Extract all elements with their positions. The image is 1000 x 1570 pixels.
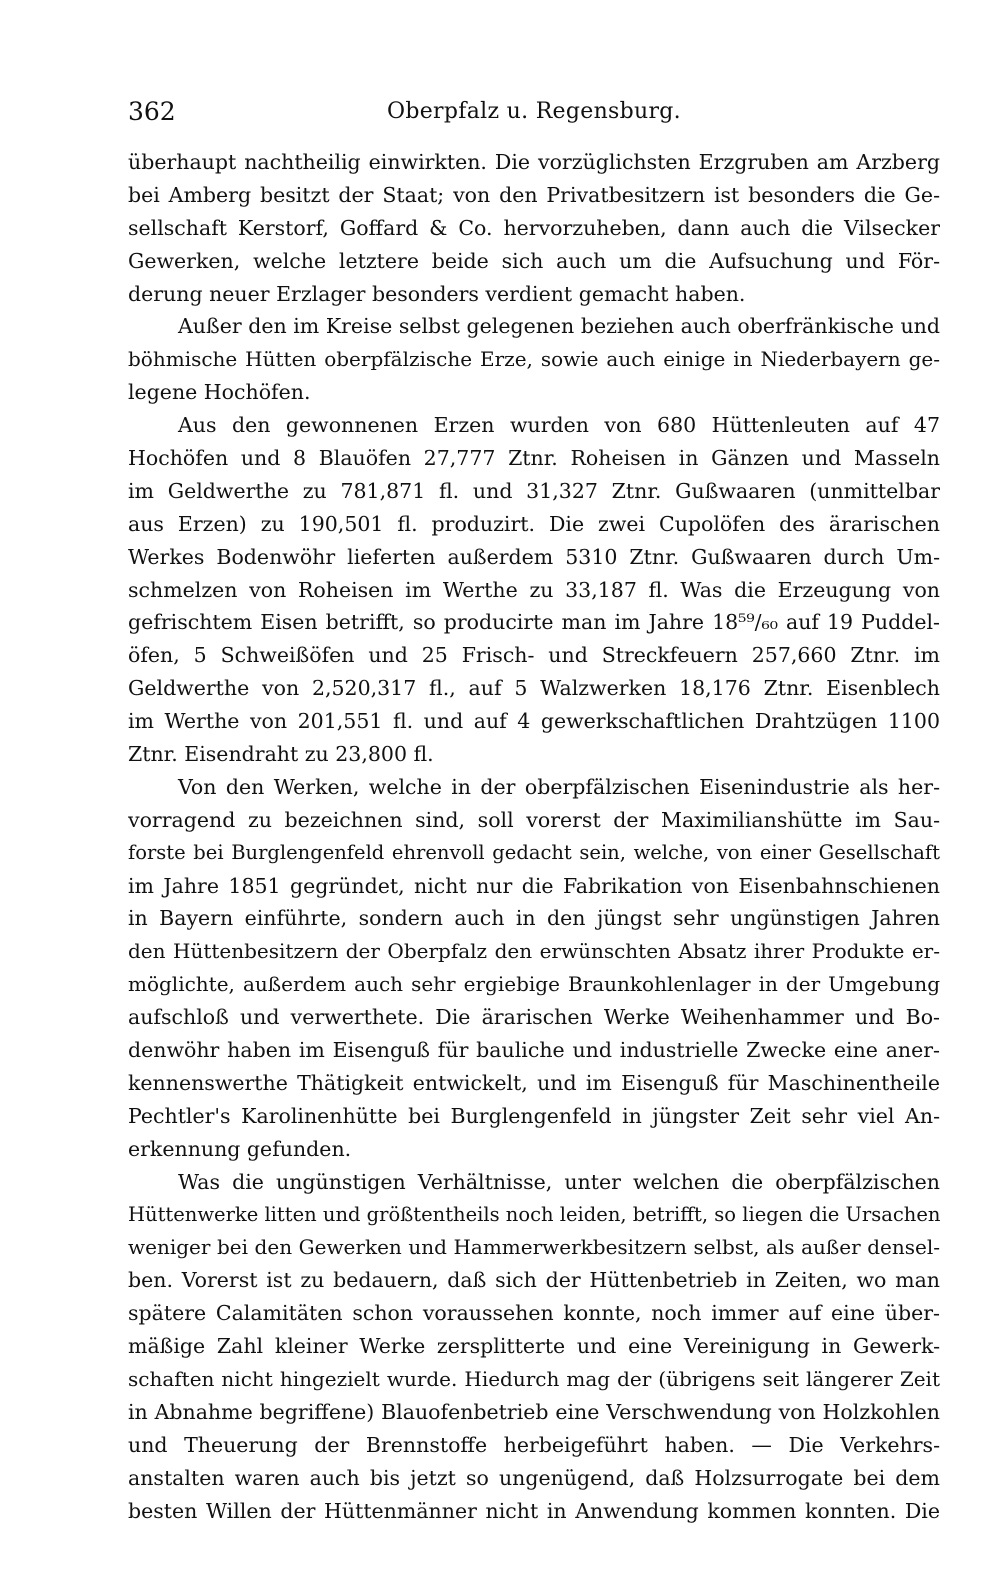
text-line: spätere Calamitäten schon voraussehen konnte, noch immer auf eine über-: [128, 1301, 940, 1326]
text-line: den Hüttenbesitzern der Oberpfalz den erwünschten Absatz ihrer Produkte er-: [128, 939, 940, 964]
body-text: [128, 146, 940, 1527]
text-line: weniger bei den Gewerken und Hammerwerkbesitzern selbst, als außer densel-: [128, 1235, 940, 1260]
text-line: forste bei Burglengenfeld ehrenvoll gedacht sein, welche, von einer Gesellschaft: [128, 840, 940, 864]
text-line: und Theuerung der Brennstoffe herbeigeführt haben. — Die Verkehrs-: [128, 1432, 940, 1457]
running-title: Oberpfalz u. Regensburg.: [387, 99, 681, 124]
text-line: Geldwerthe von 2,520,317 fl., auf 5 Walzwerken 18,176 Ztnr. Eisenblech: [128, 676, 940, 701]
text-line: derung neuer Erzlager besonders verdient gemacht haben.: [128, 281, 746, 306]
text-line: anstalten waren auch bis jetzt so ungenügend, daß Holzsurrogate bei dem: [128, 1465, 940, 1490]
text-line: im Geldwerthe zu 781,871 fl. und 31,327 Ztnr. Gußwaaren (unmittelbar: [128, 478, 940, 503]
text-line: schmelzen von Roheisen im Werthe zu 33,187 fl. Was die Erzeugung von: [128, 577, 940, 602]
text-line: böhmische Hütten oberpfälzische Erze, sowie auch einige in Niederbayern ge-: [128, 347, 940, 372]
text-line: aus Erzen) zu 190,501 fl. produzirt. Die zwei Cupolöfen des ärarischen: [128, 511, 940, 536]
text-line: sellschaft Kerstorf, Goffard & Co. hervorzuheben, dann auch die Vilsecker: [128, 215, 940, 240]
text-line: Ztnr. Eisendraht zu 23,800 fl.: [128, 742, 434, 767]
text-line: kennenswerthe Thätigkeit entwickelt, und im Eisenguß für Maschinentheile: [128, 1070, 940, 1095]
text-line: möglichte, außerdem auch sehr ergiebige Braunkohlenlager in der Umgebung: [128, 972, 940, 997]
text-line: Aus den gewonnenen Erzen wurden von 680 Hüttenleuten auf 47: [178, 413, 940, 438]
text-line: Gewerken, welche letztere beide sich auch um die Aufsuchung und För-: [128, 248, 940, 273]
text-line: aufschloß und verwerthete. Die ärarischen Werke Weihenhammer und Bo-: [128, 1005, 940, 1030]
text-line: öfen, 5 Schweißöfen und 25 Frisch- und Streckfeuern 257,660 Ztnr. im: [128, 643, 940, 668]
text-line: Pechtler's Karolinenhütte bei Burglengenfeld in jüngster Zeit sehr viel An-: [128, 1103, 940, 1128]
text-line: mäßige Zahl kleiner Werke zersplitterte und eine Vereinigung in Gewerk-: [128, 1334, 940, 1359]
text-line: Werkes Bodenwöhr lieferten außerdem 5310 Ztnr. Gußwaaren durch Um-: [128, 544, 940, 569]
page-header: [128, 92, 940, 132]
text-line: im Werthe von 201,551 fl. und auf 4 gewerkschaftlichen Drahtzügen 1100: [128, 709, 940, 734]
text-line: Von den Werken, welche in der oberpfälzischen Eisenindustrie als her-: [178, 774, 940, 799]
text-line: schaften nicht hingezielt wurde. Hiedurch mag der (übrigens seit längerer Zeit: [128, 1366, 940, 1391]
text-line: überhaupt nachtheilig einwirkten. Die vorzüglichsten Erzgruben am Arzberg: [128, 150, 940, 174]
text-line: in Bayern einführte, sondern auch in den jüngst sehr ungünstigen Jahren: [128, 906, 940, 931]
text-line: erkennung gefunden.: [128, 1136, 352, 1161]
text-line: bei Amberg besitzt der Staat; von den Privatbesitzern ist besonders die Ge-: [128, 182, 940, 207]
text-line: Was die ungünstigen Verhältnisse, unter welchen die oberpfälzischen: [178, 1169, 940, 1194]
text-line: gefrischtem Eisen betrifft, so producirte man im Jahre 18⁵⁹/₆₀ auf 19 Puddel-: [128, 610, 940, 635]
page-number: 362: [128, 97, 176, 126]
text-line: im Jahre 1851 gegründet, nicht nur die Fabrikation von Eisenbahnschienen: [128, 873, 940, 898]
text-line: besten Willen der Hüttenmänner nicht in Anwendung kommen konnten. Die: [128, 1498, 940, 1523]
text-line: Hochöfen und 8 Blauöfen 27,777 Ztnr. Roheisen in Gänzen und Masseln: [128, 446, 940, 471]
text-line: Außer den im Kreise selbst gelegenen beziehen auch oberfränkische und: [178, 314, 940, 339]
text-line: ben. Vorerst ist zu bedauern, daß sich der Hüttenbetrieb in Zeiten, wo man: [128, 1268, 940, 1293]
text-line: Hüttenwerke litten und größtentheils noch leiden, betrifft, so liegen die Ursachen: [128, 1202, 940, 1226]
text-line: in Abnahme begriffene) Blauofenbetrieb eine Verschwendung von Holzkohlen: [128, 1399, 940, 1424]
text-line: denwöhr haben im Eisenguß für bauliche und industrielle Zwecke eine aner-: [128, 1038, 940, 1063]
text-line: legene Hochöfen.: [128, 380, 311, 405]
text-line: vorragend zu bezeichnen sind, soll vorerst der Maximilianshütte im Sau-: [128, 807, 940, 832]
